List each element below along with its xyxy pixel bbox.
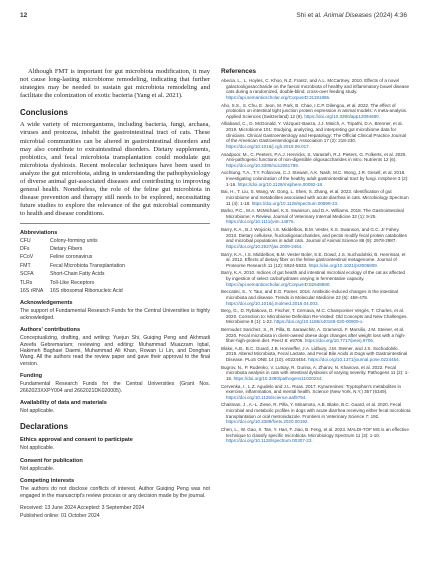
abbreviation-term: TLRs bbox=[20, 279, 33, 286]
reference-item: Cervenka, I., L.Z. Agudelo and J.L. Ruas. 2017. Kynurenines: Tryptophan's metabolites in exercise, inflammation, and mental health. Science (New York, N.Y.) 357 (6349). https://doi.org/10.1126/science.aaf9794. bbox=[221, 383, 402, 400]
reference-item: Bugrov, N., P. Rudenko, V. Lutsay, R. Gurina, A. Zharov, N. Khairova, et al. 2022. Fecal microbiota analysis in cats with intestinal dysbiosis of varying severity. Pathogens 11 (2): 1-16. https://doi.org/10.3390/pathogens11020234. bbox=[221, 364, 409, 381]
authors-contributions-text: Conceptualizing, drafting, and writing: Yuejun Shi, Guiqing Peng and Akhmadi Azeefa Gebremariam; reviewing and editing: Muhammad Muazzam Iqbal, Hakimeh Baghaei Daemi, Muhammad Ali Khan, Rowan Li Lin, and Donghan Wang. All the authors read the review paper and gave their approval to the final version. bbox=[20, 335, 210, 367]
declarations-heading: Declarations bbox=[20, 422, 69, 432]
references-heading: References bbox=[221, 68, 257, 75]
reference-link[interactable]: https://doi.org/10.3390/pathogens11020234. bbox=[233, 375, 323, 381]
abbreviation-row bbox=[20, 288, 210, 294]
reference-item: Blake, A.B., B.C. Guard, J.B. Honneffer, J.A. Lidbury, J.M. Steiner, and J.S. Suchodolski. 2019. Altered Microbiota, Fecal Lactate, and Fecal Bile Acids in Dogs with Gastrointestinal Disease. PLoS ONE 14 (10): e0224454. https://doi.org/10.1371/journal.pone.0224454. bbox=[221, 345, 408, 363]
abbreviations-list bbox=[20, 238, 210, 295]
journal-reference: Shi et al. Animal Diseases (2024) 4:36 bbox=[296, 12, 407, 19]
abbreviation-row bbox=[20, 254, 210, 260]
abbreviation-row bbox=[20, 271, 210, 277]
conclusions-text: A wide variety of microorganisms, including bacteria, fungi, archaea, viruses and protozoa, inhabit the gastrointestinal tract of cats. These microbial communities can be altered in gastrointestinal disorders and may also contribute to extraintestinal disorders. Dietary supplements, probiotics, and fecal microbiota transplantation could modulate gut microbiota dysbiosis. Recent molecular techniques have been used to analyze the gut microbiota, aiding in understanding the pathophysiology of diverse animal gut-associated diseases and contributing to improving general health. Nonetheless, the role of the feline gut microbiota in disease prevention and therapy still needs to be explored, necessitating future studies to explore the relevance of the gut microbial community to health and disease conditions. bbox=[20, 121, 210, 218]
availability-heading: Availability of data and materials bbox=[20, 400, 107, 406]
reference-link[interactable]: https://doi.org/10.1016/j.molmed.2016.04.003. bbox=[226, 300, 319, 306]
authors-contributions-heading: Authors' contributions bbox=[20, 327, 81, 334]
reference-link[interactable]: https://doi.org/10.1128/spectrum.00599-23. bbox=[251, 200, 339, 206]
intro-paragraph: Although FMT is important for gut microbiota modification, it may not cause long-lasting microbiome remodeling, indicating that further strategies may be needed to sustain gut microbiota remodeling and facilitate the colonization of exotic bacteria (Yang et al. 2021). bbox=[20, 68, 210, 100]
reference-link[interactable]: https://doi.org/10.1126/science.aaf9794. bbox=[226, 394, 307, 400]
reference-link[interactable]: https://doi.org/10.1111/jvim.14875. bbox=[226, 219, 295, 225]
page-number: 12 bbox=[20, 12, 28, 19]
abbreviation-definition: Short-Chain Fatty Acids bbox=[50, 271, 105, 278]
reference-item: Chen, L., W. Gao, X. Tan, Y. Han, F. Jiao, B. Feng, et al. 2023. MALDI-TOF MS is an effective technique to classify specific microbiota. Microbiology Spectrum 11 (3): 1-10. https://doi.org/10.1128/spectrum.00307-23. bbox=[221, 426, 409, 444]
ethics-heading: Ethics approval and consent to participate bbox=[20, 437, 133, 444]
reference-item: Barry, K.A., B.J. Wojcicki, I.S. Middelbos, B.M. Vester, K.S. Swanson, and G.C. Jr Fahey. 2010. Dietary cellulose, fructooligosaccharides, and pectin modify fecal protein catabolites and microbial populations in adult cats. Journal of Animal Science 88 (9): 2978-2987. https://doi.org/10.2527/jas.2009-2464. bbox=[221, 226, 407, 249]
reference-item: Berg, G., D. Rybakova, D. Fischer, T. Cernava, M.C. Champomier Vergès, T. Charles, et al. 2020. Correction to: Microbiome Definition Re-Visited: Old Concepts and New Challenges. Microbiome 8 (1): 1-22. https://doi.org/10.1186/s40168-020-00905-x. bbox=[221, 308, 408, 325]
reference-link[interactable]: https://api.semanticscholar.org/CorpusID:82648880. bbox=[226, 281, 331, 287]
reference-link[interactable]: https://doi.org/10.1186/s40168-020-00905-x. bbox=[274, 319, 364, 325]
section-divider bbox=[20, 223, 210, 224]
reference-item: Bai, H., T. Liu, S. Wang, W. Gong, L. Shen, S. Zhang, et al. 2023. Identification of gut microbiome and metabolites associated with acute diarrhea in cats. Microbiology Spectrum 11 (4): 1-18. https://doi.org/10.1128/spectrum.00599-23. bbox=[221, 189, 409, 206]
abbreviation-definition: Colony-forming units bbox=[50, 237, 98, 244]
abbreviation-term: SCFA bbox=[20, 271, 34, 278]
abbreviation-term: CFU bbox=[20, 237, 31, 244]
competing-interests-text: The authors do not disclose conflicts of interest. Author Guiqing Peng was not engaged in the manuscript's review process or any decision made by the journal. bbox=[20, 486, 210, 499]
abbreviation-definition: Feline coronavirus bbox=[50, 254, 93, 261]
abbreviation-definition: 16S ribosomal Ribonucleic Acid bbox=[50, 287, 123, 294]
journal-title: Animal Diseases bbox=[323, 12, 372, 19]
reference-link[interactable]: https://doi.org/10.3389/fvets.2020.00192. bbox=[226, 419, 309, 425]
abbreviation-term: FMT bbox=[20, 262, 31, 269]
left-column bbox=[20, 68, 210, 522]
abbreviations-heading: Abbreviations bbox=[20, 229, 58, 236]
abbreviation-row bbox=[20, 280, 210, 286]
reference-link[interactable]: https://doi.org/10.1128/msphere.00092-18. bbox=[237, 181, 324, 187]
reference-item: Barko, P.C., M.A. McMichael, K.S. Swanson, and D.A. Williams. 2018. The Gastrointestinal Microbiome: A Review. Journal of Veterinary Internal Medicine 32 (1): 9-25. https://doi.org/10.1111/jvim.14875. bbox=[221, 208, 404, 225]
published-date: Published online: 01 October 2024 bbox=[20, 513, 100, 520]
reference-link[interactable]: https://doi.org/10.7717/peerj.9706. bbox=[304, 338, 375, 344]
reference-link[interactable]: https://doi.org/10.1016/j.cgh.2018.09.017. bbox=[226, 144, 310, 149]
reference-link[interactable]: https://api.semanticscholar.org/CorpusID:31191886. bbox=[226, 94, 331, 100]
right-column bbox=[221, 68, 411, 446]
reference-item: Chaitman, J., A.-L. Ziese, R. Pilla, Y. Minamoto, A.B. Blake, B.C. Guard, et al. 2020. Fecal microbial and metabolic profiles in dogs with acute diarrhea receiving either fecal microbiota transplantation or oral metronidazole. Frontiers in Veterinary Science 7: 192. https://doi.org/10.3389/fvets.2020.00192. bbox=[221, 402, 411, 425]
funding-heading: Funding bbox=[20, 373, 43, 380]
reference-item: Beccatini, S., Y. Taur, and E.G. Pamer. 2016. Antibiotic-induced changes in the intestinal microbiota and disease. Trends in Molecular Medicine 22 (6): 458-478. https://doi.org/10.1016/j.molmed.2016.04.003. bbox=[221, 289, 398, 306]
reference-item: Bermudez Sanchez, S., R. Pilla, B. Sarawichitr, A. Gramenzi, F. Marsilio, J.M. Steiner, et al. 2020. Fecal microbiota in client-owned obese dogs changes after weight loss with a high-fiber-high-protein diet. PeerJ 8: e9706. https://doi.org/10.7717/peerj.9706. bbox=[221, 326, 406, 344]
abbreviation-definition: Fecal Microbiota Transplantation bbox=[50, 262, 125, 269]
reference-link[interactable]: https://doi.org/10.3390/app12094680. bbox=[304, 113, 380, 119]
abbreviation-term: DFs bbox=[20, 245, 30, 252]
abbreviation-definition: Dietary Fibers bbox=[50, 245, 83, 252]
reference-link[interactable]: https://doi.org/10.1021/pr3006809. bbox=[308, 262, 379, 268]
consent-text: Not applicable. bbox=[20, 465, 55, 472]
received-accepted-dates: Received: 13 June 2024 Accepted: 3 September 2024 bbox=[20, 505, 145, 512]
abbreviation-row bbox=[20, 238, 210, 244]
reference-item: Aho, S.S., S. Chu, E. Jeon, M. Park, B. Chae, I.C.P. Dilengou, et al. 2022. The effect of probiotics on intestinal tight junction protein expression in animal models: A meta-analysis. Applied Sciences (Switzerland) 12 (9). https://doi.org/10.3390/app12094680. bbox=[221, 102, 408, 119]
abbreviation-row bbox=[20, 263, 210, 269]
acknowledgements-text: The support of Fundamental Research Funds for the Central Universities is highly acknowledged. bbox=[20, 308, 210, 321]
reference-item: Barry, K.A. 2010. Indices of gut health and intestinal microbial ecology of the cat as affected by ingestion of select carbohydrates varying in fermentative capacity. https://api.semanticscholar.org/CorpusID:82648880. bbox=[221, 270, 406, 287]
abbreviation-term: FCoV bbox=[20, 254, 34, 261]
abbreviation-definition: Toll-Like Receptors bbox=[50, 279, 95, 286]
reference-item: Barry, K.A., I.S. Middelbos, B.M. Vester Boler, S.E. Dowd, J.S. Suchodolski, B. Henrissat, et al. 2012. Effects of dietary fiber on the feline gastrointestinal metagenome. Journal of Proteome Research 11 (12): 5924-5933. https://doi.org/10.1021/pr3006809. bbox=[221, 251, 406, 268]
conclusions-heading: Conclusions bbox=[20, 108, 69, 118]
acknowledgements-heading: Acknowledgements bbox=[20, 300, 73, 307]
consent-heading: Consent for publication bbox=[20, 457, 83, 464]
reference-item: Abecia, L., L. Hoyles, C. Khoo, N.Z. Frantz, and A.L. McCartney. 2010. Effects of a novel galactooligosaccharide on the faecal microbiota of healthy and inflammatory bowel disease cats during a randomized, double-blind, cross-over feeding study. https://api.semanticscholar.org/CorpusID:31191886. bbox=[221, 78, 409, 100]
reference-item: Asadpoor, M., C. Peeters, P.A.J. Henricks, S. Varasteh, R.J. Pieters, G. Folkerts, et al. 2020. Anti-pathogenic functions of non-digestible oligosaccharides in vitro. Nutrients 12 (6). https://doi.org/10.3390/nu12061789. bbox=[221, 151, 407, 168]
reference-link[interactable]: https://doi.org/10.1128/spectrum.00307-23. bbox=[226, 438, 313, 444]
availability-text: Not applicable. bbox=[20, 408, 55, 414]
reference-item: Alliaband, C., D. McDonald, Y. Vázquez-Baeza, J.J. Minich, A. Tripathi, D.A. Brenner, et al. 2019. Microbiome 101: Studying, analyzing, and interpreting gut microbiome data for clinicians. Clinical Gastroenterology and Hepatology: The Official Clinical Practice Journal of the American Gastroenterological Association 17 (2): 218-230. https://doi.org/10.1016/j.cgh.2018.09.017. bbox=[221, 121, 407, 149]
funding-text: Fundamental Research Funds for the Central Universities (Grant Nos. 2662023XXPY004 and 2662021DK020005). bbox=[20, 381, 210, 394]
references-list bbox=[221, 78, 411, 444]
abbreviation-row bbox=[20, 246, 210, 252]
reference-link[interactable]: https://doi.org/10.1371/journal.pone.0224454. bbox=[308, 357, 400, 363]
competing-interests-heading: Competing interests bbox=[20, 478, 75, 485]
reference-link[interactable]: https://doi.org/10.3390/nu12061789. bbox=[226, 162, 300, 168]
reference-item: Auchtung, T.A., T.Y. Fofanova, C.J. Stewart, A.K. Nash, M.C. Wong, J.R. Gesell, et al. 2018. Investigating colonization of the healthy adult gastrointestinal tract by fungi. mSphere 3 (2): 1-16. https://doi.org/10.1128/msphere.00092-18. bbox=[221, 170, 409, 187]
ethics-text: Not applicable. bbox=[20, 445, 55, 452]
page-header bbox=[20, 10, 407, 22]
reference-link[interactable]: https://doi.org/10.2527/jas.2009-2464. bbox=[226, 243, 303, 249]
abbreviation-term: 16S rRNA bbox=[20, 287, 44, 294]
